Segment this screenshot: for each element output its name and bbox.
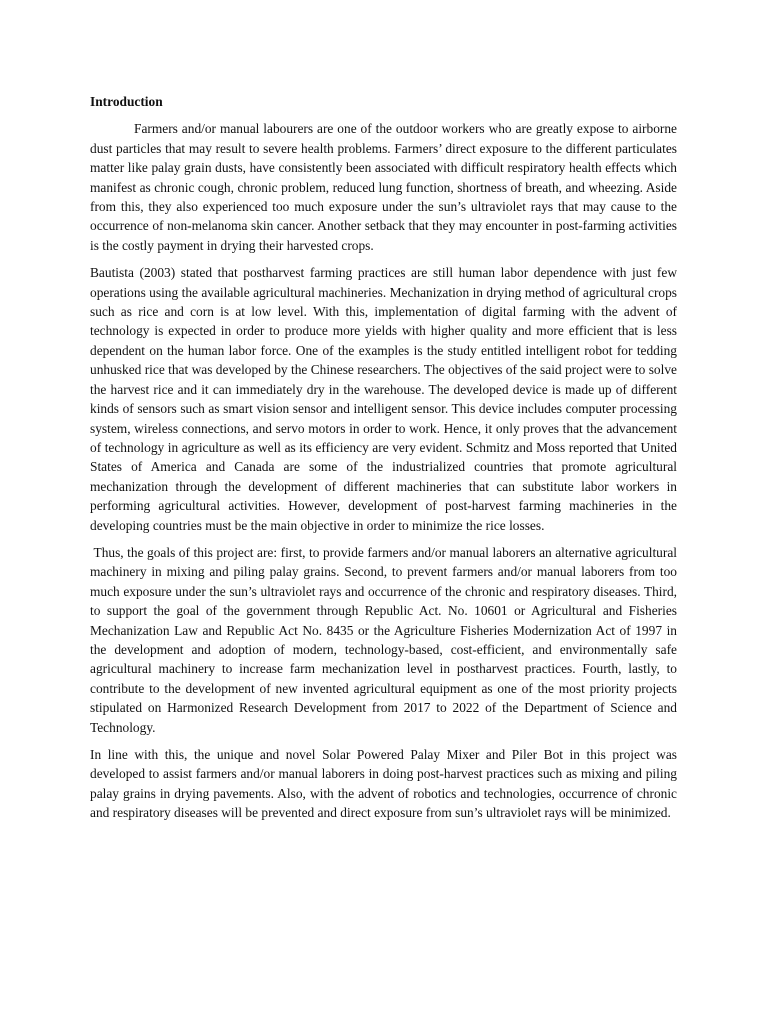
document-page [90, 92, 681, 831]
paragraph-3: Thus, the goals of this project are: first, to provide farmers and/or manual laborers an alternative agricultural machinery in mixing and piling palay grains. Second, to prevent farmers and/or manual laborers from too much exposure under the sun’s ultraviolet rays and occurrence of the chronic and respiratory diseases. Third, to support the goal of the government through Republic Act. No. 10601 or Agricultural and Fisheries Mechanization Law and Republic Act No. 8435 or the Agriculture Fisheries Modernization Act of 1997 in the development and adoption of modern, technology-based, cost-efficient, and environmentally safe agricultural machinery to increase farm mechanization level in postharvest practices. Fourth, lastly, to contribute to the development of new invented agricultural equipment as one of the most priority projects stipulated on Harmonized Research Development from 2017 to 2022 of the Department of Science and Technology. [90, 544, 681, 735]
paragraph-2: Bautista (2003) stated that postharvest farming practices are still human labor dependence with just few operations using the available agricultural machineries. Mechanization in drying method of agricultural crops such as rice and corn is at low level. With this, implementation of digital farming with the advent of technology is expected in order to produce more yields with higher quality and more efficient that is less dependent on the human labor force. One of the examples is the study entitled intelligent robot for tedding unhusked rice that was developed by the Chinese researchers. The objectives of the said project were to solve the harvest rice and it can immediately dry in the warehouse. The developed device is made up of different kinds of sensors such as smart vision sensor and intelligent sensor. This device includes computer processing system, wireless connections, and servo motors in order to work. Hence, it only proves that the advancement of technology in agriculture as well as its efficiency are very evident. Schmitz and Moss reported that United States of America and Canada are some of the industrialized countries that promote agricultural mechanization through the development of different machineries that can substitute labor workers in performing agricultural activities. However, development of post-harvest farming machineries in the developing countries must be the main objective in order to minimize the rice losses. [90, 265, 677, 533]
paragraph-4: In line with this, the unique and novel Solar Powered Palay Mixer and Piler Bot in this project was developed to assist farmers and/or manual laborers in doing post-harvest practices such as mixing and piling palay grains in drying pavements. Also, with the advent of robotics and technologies, occurrence of chronic and respiratory diseases will be prevented and direct exposure from sun’s ultraviolet rays will be minimized. [90, 747, 677, 821]
section-heading: Introduction [90, 94, 163, 109]
paragraph-1: Farmers and/or manual labourers are one of the outdoor workers who are greatly expose to airborne dust particles that may result to severe health problems. Farmers’ direct exposure to the different particulates matter like palay grain dusts, have consistently been associated with difficult respiratory health effects which manifest as chronic cough, chronic problem, reduced lung function, shortness of breath, and wheezing. Aside from this, they also experienced too much exposure under the sun’s ultraviolet rays that may cause to the occurrence of non-melanoma skin cancer. Another setback that they may encounter in post-farming activities is the costly payment in drying their harvested crops. [90, 121, 677, 253]
